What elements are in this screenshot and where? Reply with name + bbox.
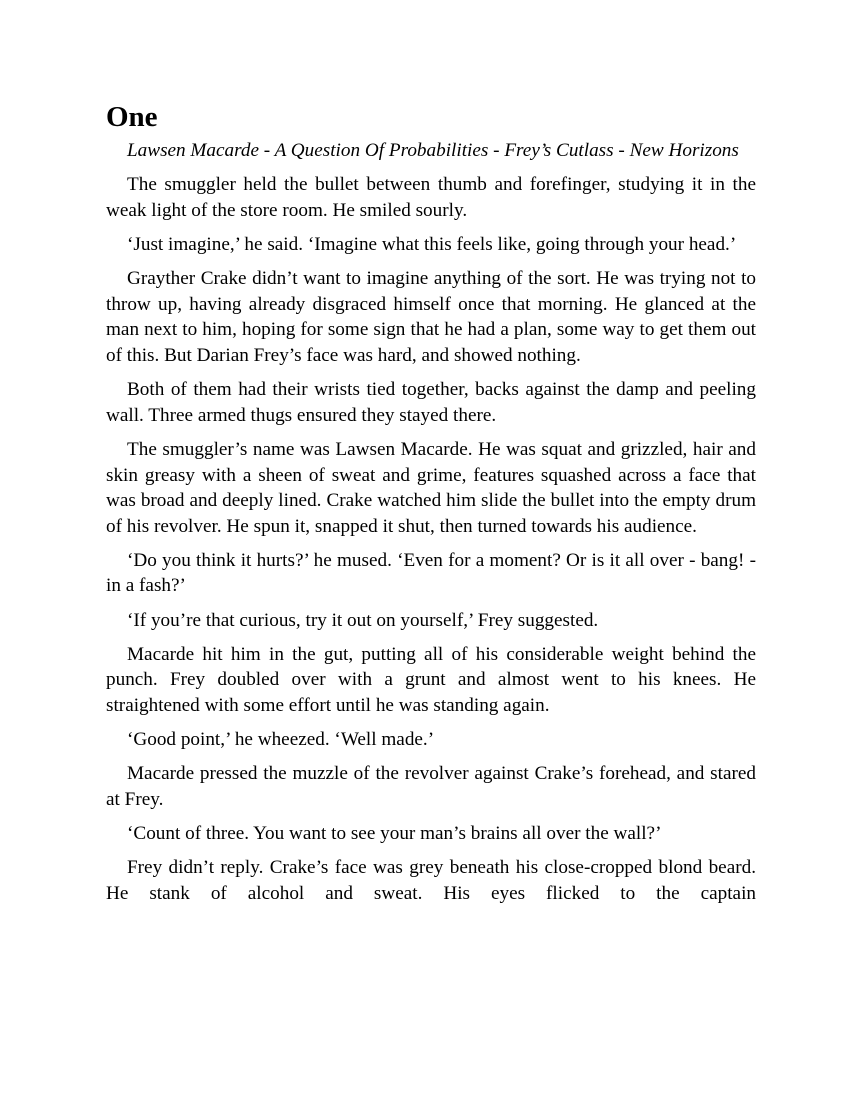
chapter-title: One: [106, 101, 158, 133]
paragraph: ‘Do you think it hurts?’ he mused. ‘Even for a moment? Or is it all over - bang! - in a fash?’: [106, 549, 756, 597]
paragraph: The smuggler held the bullet between thumb and forefinger, studying it in the weak light of the store room. He smiled sourly.: [106, 174, 756, 221]
chapter-subtitle: Lawsen Macarde - A Question Of Probabilities - Frey’s Cutlass - New Horizons: [127, 140, 739, 161]
paragraph: Macarde pressed the muzzle of the revolver against Crake’s forehead, and stared at Frey.: [106, 763, 756, 810]
book-page: [106, 98, 756, 915]
paragraph: Grayther Crake didn’t want to imagine anything of the sort. He was trying not to throw up, having already disgraced himself once that morning. He glanced at the man next to him, hoping for some sign that he had a plan, some way to get them out of this. But Darian Frey’s face was hard, and showed nothing.: [106, 268, 756, 366]
paragraph: The smuggler’s name was Lawsen Macarde. He was squat and grizzled, hair and skin greasy with a sheen of sweat and grime, features squashed across a face that was broad and deeply lined. Crake watched him slide the bullet into the empty drum of his revolver. He spun it, snapped it shut, then turned towards his audience.: [106, 438, 756, 537]
paragraph: ‘If you’re that curious, try it out on yourself,’ Frey suggested.: [127, 609, 599, 631]
paragraph: ‘Just imagine,’ he said. ‘Imagine what this feels like, going through your head.’: [127, 233, 737, 255]
paragraph: ‘Count of three. You want to see your man’s brains all over the wall?’: [127, 823, 662, 845]
paragraph: Macarde hit him in the gut, putting all of his considerable weight behind the punch. Frey doubled over with a grunt and almost went to his knees. He straightened with some effort until he was standing again.: [106, 643, 756, 717]
paragraph: ‘Good point,’ he wheezed. ‘Well made.’: [127, 729, 435, 751]
paragraph: Both of them had their wrists tied together, backs against the damp and peeling wall. Three armed thugs ensured they stayed there.: [106, 379, 756, 426]
paragraph: Frey didn’t reply. Crake’s face was grey beneath his close-cropped blond beard. He stank of alcohol and sweat. His eyes flicked to the captain: [106, 857, 756, 904]
